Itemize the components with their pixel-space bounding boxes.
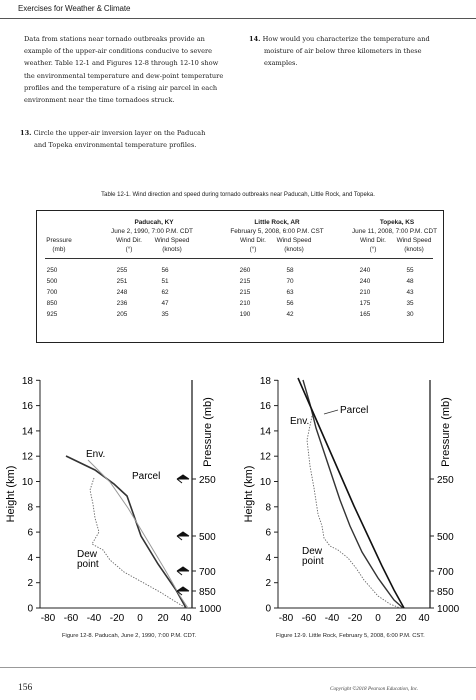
- pressure-cell: 925: [46, 311, 58, 318]
- table-cell: 210: [359, 289, 371, 296]
- table-cell: 48: [406, 278, 414, 285]
- parcel-label: Parcel: [340, 405, 369, 416]
- x-tick-label: -60: [301, 613, 317, 624]
- y-tick-label: 4: [265, 552, 271, 564]
- pressure-tick-label: 1000: [199, 604, 222, 615]
- table-cell: 255: [116, 267, 128, 274]
- y-tick-label: 0: [27, 603, 33, 615]
- x-tick-label: 0: [137, 613, 143, 624]
- station-name: Topeka, KS: [379, 219, 415, 226]
- question-13: [20, 127, 235, 151]
- x-tick-label: 40: [180, 613, 192, 624]
- station-date: June 2, 1990, 7:00 P.M. CDT: [111, 228, 193, 235]
- env-label: Env.: [86, 449, 106, 460]
- pressure-tick-label: 1000: [437, 604, 460, 615]
- intro-line: example of the upper-air conditions conducive to severe: [24, 47, 213, 56]
- x-tick-label: -20: [347, 613, 363, 624]
- pressure-tick-label: 700: [437, 567, 454, 578]
- figure-caption: Figure 12-9. Little Rock, February 5, 2008, 6:00 P.M. CST.: [276, 633, 425, 639]
- col-header: Wind Dir.: [240, 237, 266, 244]
- wind-barb-500: [177, 532, 189, 540]
- col-unit: (°): [369, 246, 377, 253]
- dew-label: Dew: [77, 549, 98, 560]
- pressure-cell: 500: [46, 278, 58, 285]
- pressure-header: Pressure: [46, 237, 72, 244]
- col-unit: (knots): [162, 246, 182, 253]
- table-cell: 63: [286, 289, 294, 296]
- table-cell: 30: [406, 311, 414, 318]
- question-14: [249, 33, 464, 70]
- x-tick-label: -80: [278, 613, 294, 624]
- table-cell: 58: [286, 267, 294, 274]
- y-tick-label: 10: [21, 477, 33, 488]
- table-cell: 215: [239, 289, 251, 296]
- y-axis-title: Height (km): [5, 465, 17, 523]
- col-unit: (°): [249, 246, 257, 253]
- y-tick-label: 8: [265, 502, 271, 514]
- dew-label: Dew: [302, 546, 323, 557]
- point-label: point: [302, 556, 324, 567]
- y-tick-label: 4: [27, 552, 33, 564]
- page-header: Exercises for Weather & Climate: [18, 4, 131, 13]
- wind-table: [36, 210, 444, 343]
- question-number: 13.: [20, 129, 32, 137]
- question-text: and Topeka environmental temperature profiles.: [34, 141, 197, 150]
- table-cell: 175: [359, 300, 371, 307]
- table-cell: 62: [161, 289, 169, 296]
- environment-profile: [66, 456, 186, 608]
- wind-barb-700: [177, 567, 189, 575]
- col-header: Wind Dir.: [116, 237, 142, 244]
- table-cell: 51: [161, 278, 169, 285]
- question-text: How would you characterize the temperature and: [262, 35, 430, 43]
- pressure-unit: (mb): [52, 246, 66, 253]
- pressure-tick-label: 250: [437, 475, 454, 486]
- table-cell: 240: [359, 278, 371, 285]
- y-tick-label: 6: [27, 527, 33, 539]
- table-cell: 205: [116, 311, 128, 318]
- y-tick-label: 12: [259, 451, 271, 463]
- wind-barb-250: [177, 475, 189, 483]
- x-tick-label: 20: [395, 613, 407, 624]
- y-tick-label: 18: [21, 375, 33, 387]
- copyright: Copyright ©2018 Pearson Education, Inc.: [330, 686, 419, 692]
- station-date: June 11, 2008, 7:00 P.M. CDT: [351, 228, 438, 235]
- page-number: 156: [18, 683, 33, 693]
- figure-axes: [5, 376, 222, 624]
- env-label: Env.: [290, 416, 310, 427]
- table-cell: 56: [161, 267, 169, 274]
- dew-point-profile: [90, 478, 186, 608]
- x-tick-label: 40: [418, 613, 430, 624]
- question-text: Circle the upper-air inversion layer on the Paducah: [33, 129, 206, 137]
- y-tick-label: 14: [21, 426, 33, 438]
- y-tick-label: 12: [21, 451, 33, 463]
- y-tick-label: 18: [259, 375, 271, 387]
- x-tick-label: 20: [157, 613, 169, 624]
- pressure-cell: 700: [46, 289, 58, 296]
- pressure-tick-label: 250: [199, 475, 216, 486]
- pressure-tick-label: 500: [199, 532, 216, 543]
- figure-caption: Figure 12-8. Paducah, June 2, 1990, 7:00 P.M. CDT.: [62, 633, 197, 639]
- x-tick-label: -40: [86, 613, 102, 624]
- y-tick-label: 16: [259, 401, 271, 413]
- table-cell: 190: [239, 311, 251, 318]
- y-tick-label: 2: [265, 578, 271, 590]
- x-tick-label: -60: [63, 613, 79, 624]
- table-cell: 47: [161, 300, 169, 307]
- table-cell: 251: [116, 278, 128, 285]
- table-cell: 55: [406, 267, 414, 274]
- question-text: moisture of air below three kilometers in these: [264, 47, 422, 56]
- table-cell: 210: [239, 300, 251, 307]
- wind-barbs: [177, 475, 189, 595]
- x-tick-label: -40: [324, 613, 340, 624]
- col-unit: (knots): [284, 246, 304, 253]
- point-label: point: [77, 559, 99, 570]
- table-cell: 165: [359, 311, 371, 318]
- figure-12-8: [0, 368, 238, 650]
- y-tick-label: 0: [265, 603, 271, 615]
- table-cell: 43: [406, 289, 414, 296]
- pressure-tick-label: 700: [199, 567, 216, 578]
- station-name: Paducah, KY: [134, 219, 174, 226]
- pressure-tick-label: 500: [437, 532, 454, 543]
- table-cell: 56: [286, 300, 294, 307]
- intro-line: weather. Table 12-1 and Figures 12-8 through 12-10 show: [24, 59, 219, 68]
- table-cell: 248: [116, 289, 128, 296]
- table-cell: 236: [116, 300, 128, 307]
- table-cell: 42: [286, 311, 294, 318]
- figure-12-9: [238, 368, 476, 650]
- col-unit: (knots): [404, 246, 424, 253]
- y-axis-title: Height (km): [243, 465, 255, 523]
- intro-line: profiles and the temperature of a rising air parcel in each: [24, 83, 218, 92]
- intro-paragraph: [24, 33, 234, 106]
- pressure-axis-title: Pressure (mb): [440, 397, 452, 467]
- table-cell: 240: [359, 267, 371, 274]
- y-tick-label: 14: [259, 426, 271, 438]
- y-tick-label: 10: [259, 477, 271, 488]
- parcel-leader: [324, 410, 338, 414]
- intro-line: Data from stations near tornado outbreaks provide an: [24, 35, 205, 43]
- col-unit: (°): [125, 246, 133, 253]
- question-number: 14.: [249, 35, 261, 43]
- x-tick-label: 0: [375, 613, 381, 624]
- pressure-axis-title: Pressure (mb): [202, 397, 214, 467]
- table-cell: 35: [406, 300, 414, 307]
- col-header: Wind Speed: [276, 237, 312, 244]
- col-header: Wind Speed: [154, 237, 190, 244]
- parcel-label: Parcel: [132, 471, 161, 482]
- table-cell: 260: [239, 267, 251, 274]
- y-tick-label: 16: [21, 401, 33, 413]
- header-divider: [45, 258, 433, 259]
- table-cell: 70: [286, 278, 294, 285]
- pressure-cell: 250: [46, 267, 58, 274]
- x-tick-label: -80: [40, 613, 56, 624]
- pressure-tick-label: 850: [437, 587, 454, 598]
- y-tick-label: 6: [265, 527, 271, 539]
- x-tick-label: -20: [109, 613, 125, 624]
- intro-line: the environmental temperature and dew-point temperature: [24, 71, 224, 80]
- table-cell: 215: [239, 278, 251, 285]
- pressure-tick-label: 850: [199, 587, 216, 598]
- header-rule: [0, 18, 476, 19]
- station-name: Little Rock, AR: [254, 219, 300, 226]
- col-header: Wind Speed: [396, 237, 432, 244]
- station-date: February 5, 2008, 6:00 P.M. CST: [230, 228, 324, 235]
- table-cell: 35: [161, 311, 169, 318]
- y-tick-label: 8: [27, 502, 33, 514]
- intro-line: environment near the time tornadoes struck.: [24, 96, 175, 105]
- y-tick-label: 2: [27, 578, 33, 590]
- col-header: Wind Dir.: [360, 237, 386, 244]
- footer-rule: [0, 667, 476, 668]
- pressure-cell: 850: [46, 300, 58, 307]
- question-text: examples.: [264, 59, 298, 68]
- table-caption: Table 12-1. Wind direction and speed during tornado outbreaks near Paducah, Little Rock, and Topeka.: [101, 192, 375, 198]
